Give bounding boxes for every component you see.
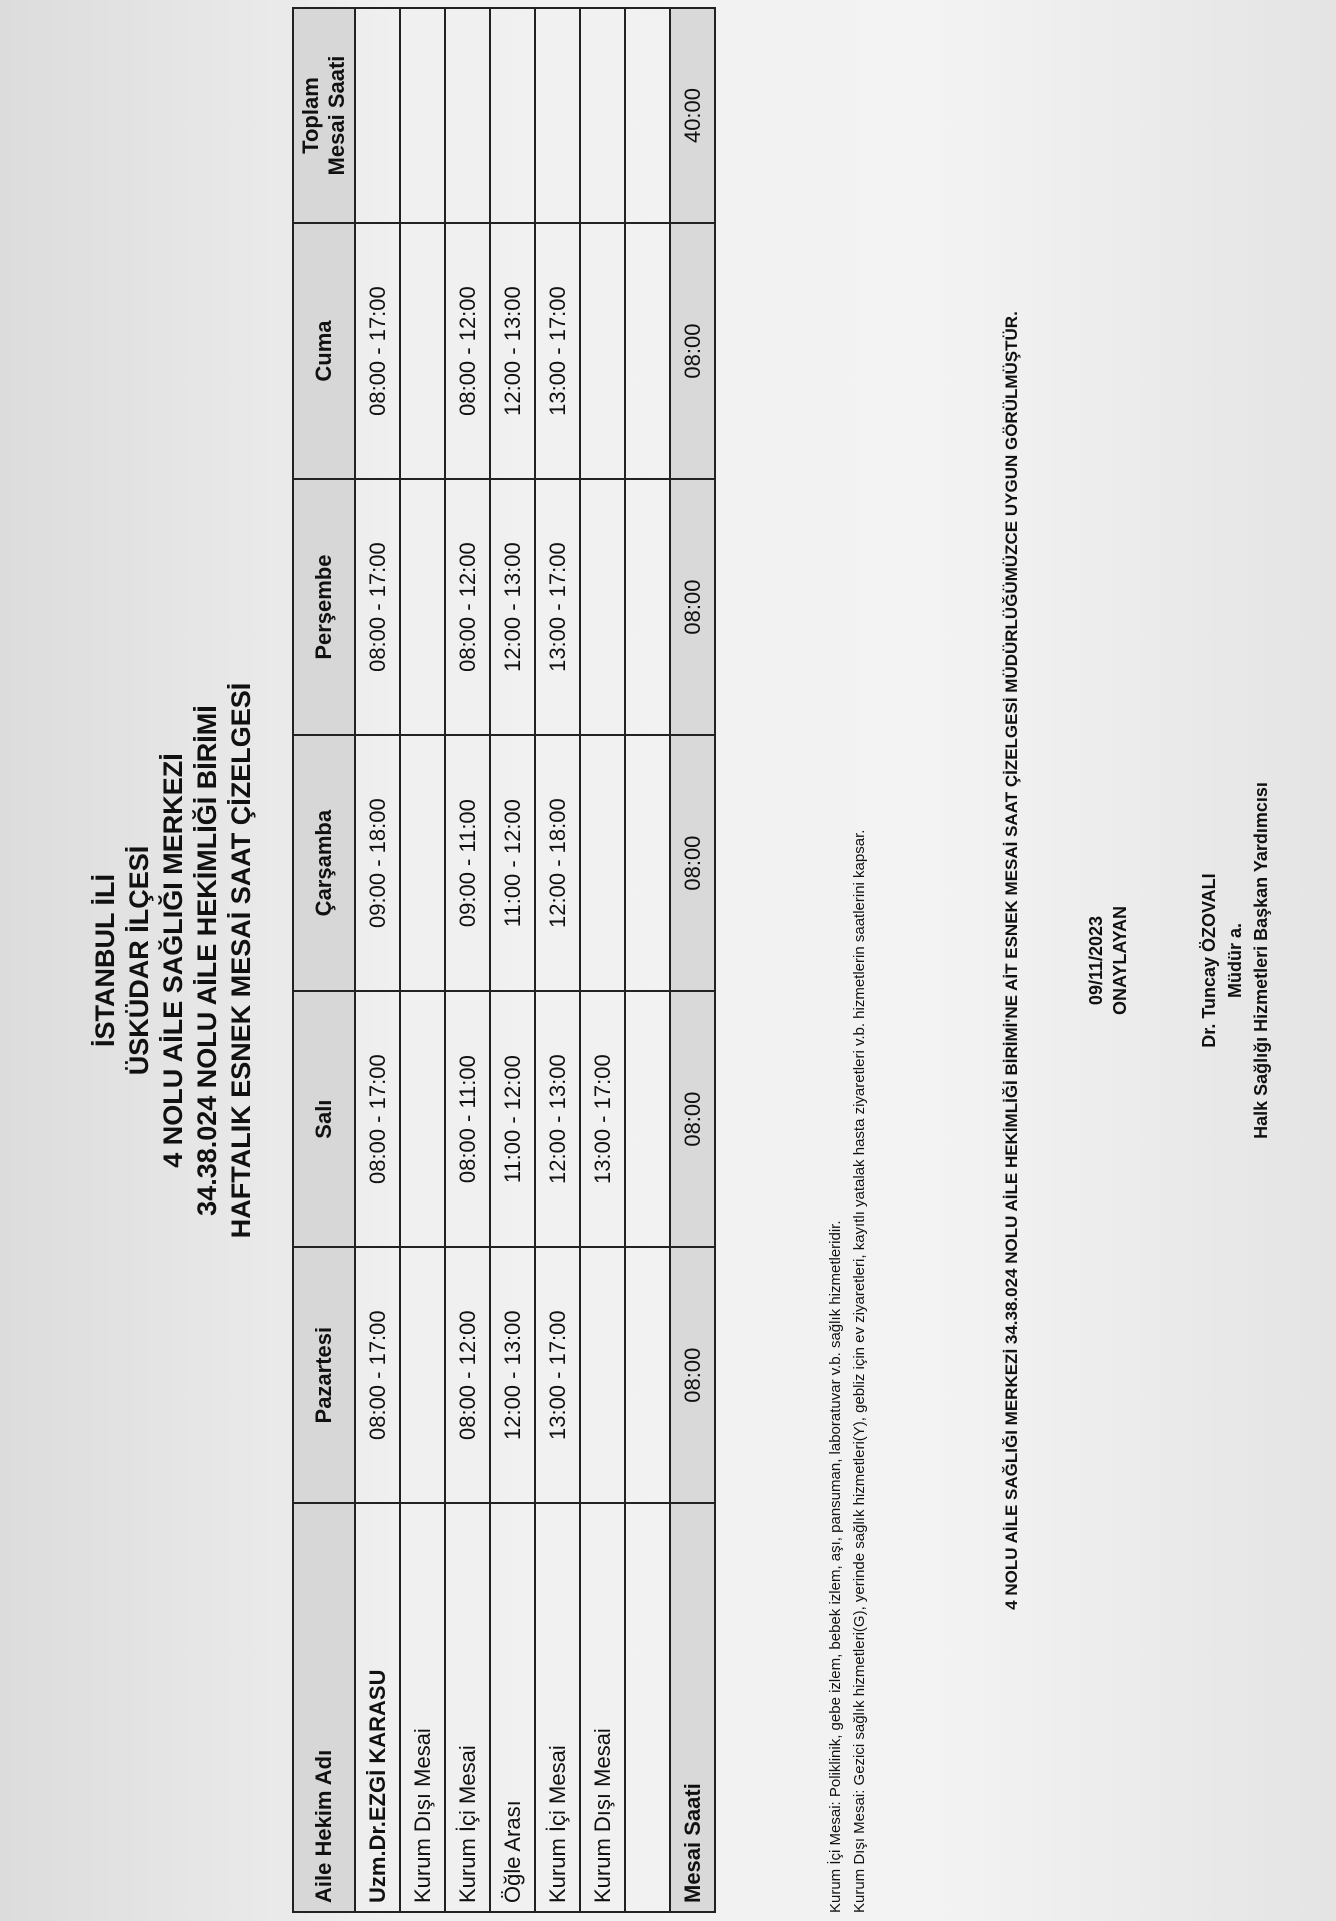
cell-thu: 08:00 - 12:00 <box>445 479 490 735</box>
cell-wed: 11:00 - 12:00 <box>490 735 535 991</box>
cell-total <box>355 8 400 223</box>
cell-wed <box>625 735 670 991</box>
row-label <box>625 1503 670 1912</box>
schedule-table-wrapper <box>292 7 716 1913</box>
table-row <box>580 8 625 1912</box>
table-header-row <box>293 8 355 1912</box>
table-row <box>625 8 670 1912</box>
cell-wed: 09:00 - 11:00 <box>445 735 490 991</box>
cell-fri <box>580 223 625 479</box>
cell-thu: 08:00 <box>670 479 715 735</box>
cell-mon <box>625 1247 670 1503</box>
signatory-title: Halk Sağlığı Hizmetleri Başkan Yardımcısı <box>1251 782 1271 1139</box>
cell-fri: 08:00 - 17:00 <box>355 223 400 479</box>
table-row <box>670 8 715 1912</box>
approval-status: ONAYLAYAN <box>1110 905 1130 1016</box>
cell-mon: 08:00 - 12:00 <box>445 1247 490 1503</box>
heading-province: İSTANBUL İLİ <box>90 874 120 1047</box>
footnote-internal: Kurum İçi Mesai: Poliklinik, gebe izlem, bebek izlem, aşı, pansuman, laboratuvar v.b. sağlık hizmetleridir. <box>827 1220 844 1913</box>
cell-wed <box>400 735 445 991</box>
cell-mon: 12:00 - 13:00 <box>490 1247 535 1503</box>
column-header-monday: Pazartesi <box>293 1247 355 1503</box>
cell-total <box>400 8 445 223</box>
cell-thu <box>580 479 625 735</box>
column-header-total-line1: Toplam <box>298 77 323 154</box>
cell-tue <box>400 991 445 1247</box>
cell-mon: 13:00 - 17:00 <box>535 1247 580 1503</box>
cell-wed: 12:00 - 18:00 <box>535 735 580 991</box>
cell-fri: 12:00 - 13:00 <box>490 223 535 479</box>
row-label: Kurum İçi Mesai <box>535 1503 580 1912</box>
cell-fri: 08:00 <box>670 223 715 479</box>
heading-unit: 34.38.024 NOLU AİLE HEKİMLİĞİ BİRİMİ <box>192 705 222 1216</box>
cell-wed: 09:00 - 18:00 <box>355 735 400 991</box>
column-header-tuesday: Salı <box>293 991 355 1247</box>
cell-thu: 13:00 - 17:00 <box>535 479 580 735</box>
approval-date: 09/11/2023 <box>1086 915 1106 1006</box>
cell-total <box>490 8 535 223</box>
cell-fri: 13:00 - 17:00 <box>535 223 580 479</box>
cell-tue: 12:00 - 13:00 <box>535 991 580 1247</box>
cell-mon <box>400 1247 445 1503</box>
table-row <box>445 8 490 1912</box>
approval-statement: 4 NOLU AİLE SAĞLIĞI MERKEZİ 34.38.024 NOLU AİLE HEKİMLİĞİ BİRİMİ'NE AİT ESNEK MESAİ SAAT ÇİZELGESİ MÜDÜRLÜĞÜMÜZCE UYGUN GÖRÜLMÜŞTÜR. <box>1002 311 1021 1610</box>
heading-health-center: 4 NOLU AİLE SAĞLIĞI MERKEZİ <box>158 753 188 1168</box>
cell-total <box>445 8 490 223</box>
row-label: Öğle Arası <box>490 1503 535 1912</box>
cell-thu: 08:00 - 17:00 <box>355 479 400 735</box>
cell-total <box>625 8 670 223</box>
cell-tue: 11:00 - 12:00 <box>490 991 535 1247</box>
cell-wed: 08:00 <box>670 735 715 991</box>
cell-mon: 08:00 - 17:00 <box>355 1247 400 1503</box>
table-row <box>400 8 445 1912</box>
signature-block <box>1196 0 1274 1921</box>
heading-district: ÜSKÜDAR İLÇESİ <box>124 845 154 1076</box>
cell-thu <box>400 479 445 735</box>
document-heading <box>88 0 258 1921</box>
cell-total: 40:00 <box>670 8 715 223</box>
table-row <box>490 8 535 1912</box>
row-label: Kurum Dışı Mesai <box>580 1503 625 1912</box>
column-header-total <box>293 8 355 223</box>
cell-tue: 08:00 <box>670 991 715 1247</box>
cell-mon <box>580 1247 625 1503</box>
footnotes <box>824 830 872 1913</box>
cell-fri <box>625 223 670 479</box>
row-label: Uzm.Dr.EZGİ KARASU <box>355 1503 400 1912</box>
cell-wed <box>580 735 625 991</box>
cell-fri <box>400 223 445 479</box>
schedule-table-body <box>355 8 715 1912</box>
cell-tue: 08:00 - 17:00 <box>355 991 400 1247</box>
footnote-external: Kurum Dışı Mesai: Gezici sağlık hizmetleri(G), yerinde sağlık hizmetleri(Y), gebliz için ev ziyaretleri, kayıtlı yatalak hasta ziyaretleri v.b. hizmetlerin saatlerini kapsar. <box>851 829 868 1913</box>
row-label: Mesai Saati <box>670 1503 715 1912</box>
row-label: Kurum Dışı Mesai <box>400 1503 445 1912</box>
cell-mon: 08:00 <box>670 1247 715 1503</box>
column-header-thursday: Perşembe <box>293 479 355 735</box>
table-row <box>535 8 580 1912</box>
column-header-wednesday: Çarşamba <box>293 735 355 991</box>
cell-tue: 13:00 - 17:00 <box>580 991 625 1247</box>
cell-thu <box>625 479 670 735</box>
heading-schedule-title: HAFTALIK ESNEK MESAİ SAAT ÇİZELGESİ <box>226 682 256 1239</box>
schedule-table <box>292 7 716 1913</box>
cell-total <box>580 8 625 223</box>
cell-thu: 12:00 - 13:00 <box>490 479 535 735</box>
cell-tue: 08:00 - 11:00 <box>445 991 490 1247</box>
cell-total <box>535 8 580 223</box>
cell-tue <box>625 991 670 1247</box>
row-label: Kurum İçi Mesai <box>445 1503 490 1912</box>
cell-fri: 08:00 - 12:00 <box>445 223 490 479</box>
table-row <box>355 8 400 1912</box>
approval-date-block <box>1084 0 1132 1921</box>
column-header-name: Aile Hekim Adı <box>293 1503 355 1912</box>
signatory-name: Dr. Tuncay ÖZOVALI <box>1199 873 1219 1048</box>
signatory-role: Müdür a. <box>1225 923 1245 998</box>
column-header-total-line2: Mesai Saati <box>324 55 349 176</box>
column-header-friday: Cuma <box>293 223 355 479</box>
